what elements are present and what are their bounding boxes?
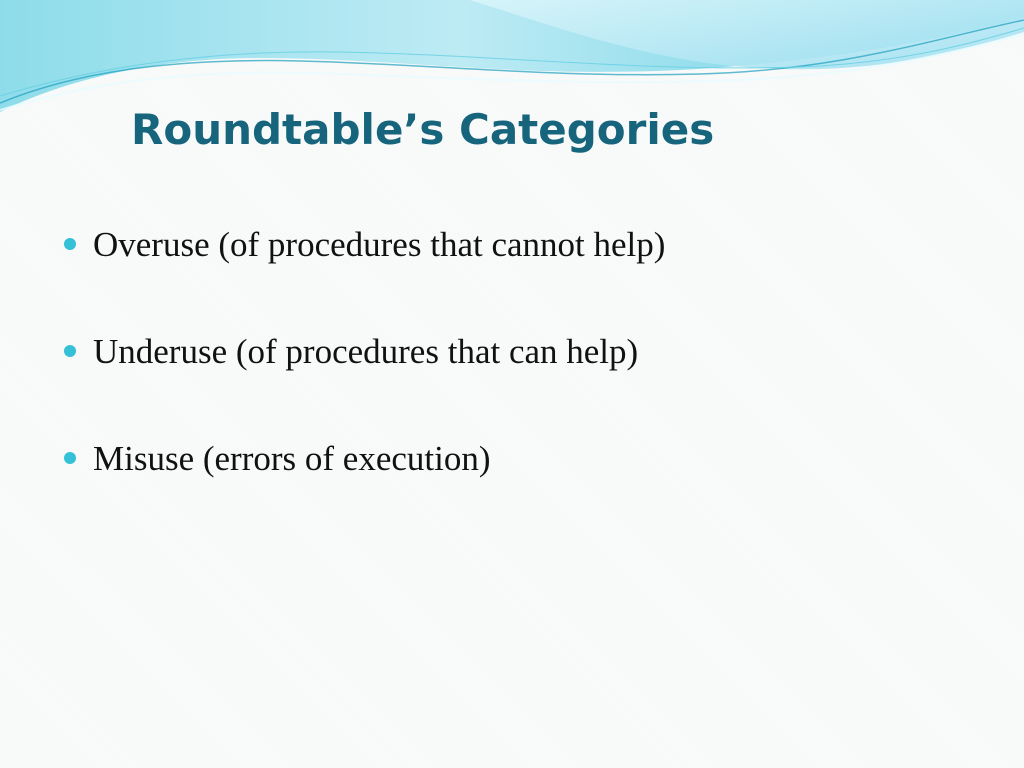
round-bullet-icon	[64, 345, 76, 357]
slide-title: Roundtable’s Categories	[131, 105, 715, 154]
bullet-item-underuse	[62, 325, 665, 379]
bullet-list	[62, 218, 665, 539]
bullet-item-misuse	[62, 432, 665, 486]
round-bullet-icon	[64, 238, 76, 250]
round-bullet-icon	[64, 452, 76, 464]
bullet-text: Underuse (of procedures that can help)	[93, 332, 639, 371]
bullet-text: Misuse (errors of execution)	[93, 439, 491, 478]
bullet-item-overuse	[62, 218, 665, 272]
bullet-text: Overuse (of procedures that cannot help)	[93, 225, 666, 264]
